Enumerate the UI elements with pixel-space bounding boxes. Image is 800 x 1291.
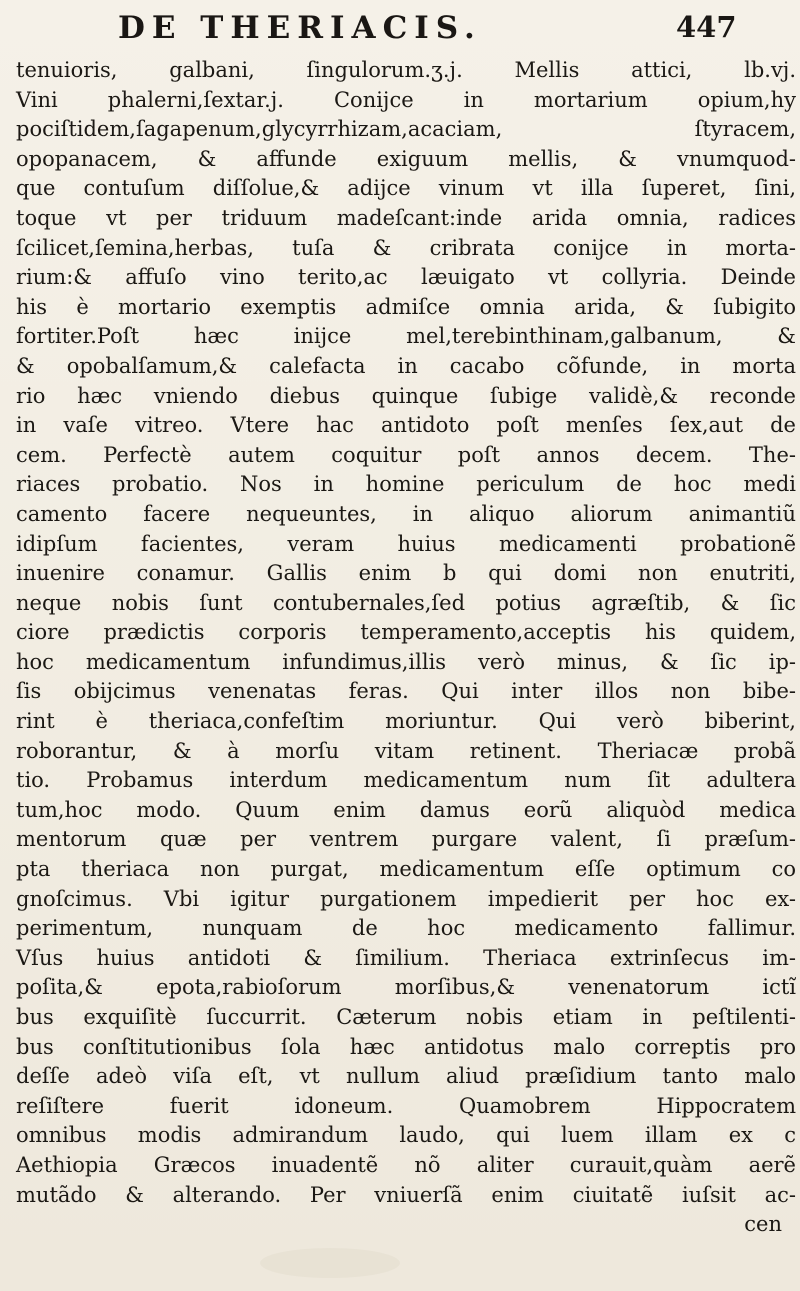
text-line: toque vt per triduum madeſcant:inde arida omnia, radices	[16, 205, 796, 230]
text-line: rio hæc vniendo diebus quinque ſubige validè,& reconde	[16, 383, 796, 408]
running-header	[0, 10, 800, 52]
text-line: opopanacem, & affunde exiguum mellis, & vnumquod-	[16, 146, 796, 171]
text-line: his è mortario exemptis admiſce omnia arida, & ſubigito	[16, 294, 796, 319]
text-line: poſita,& epota,rabioſorum morſibus,& venenatorum ictĩ	[16, 975, 796, 1000]
text-line: ſcilicet,ſemina,herbas, tuſa & cribrata conijce in morta-	[16, 235, 796, 260]
text-line: gnoſcimus. Vbi igitur purgationem impedierit per hoc ex-	[16, 886, 796, 911]
text-line: riaces probatio. Nos in homine periculum de hoc medi	[16, 472, 796, 497]
paper-stain	[260, 1248, 400, 1278]
text-line: neque nobis ſunt contubernales,ſed potius agræſtib, & ſic	[16, 590, 796, 615]
text-line: Aethiopia Græcos inuadentẽ nõ aliter curauit,quàm aerẽ	[16, 1152, 796, 1177]
text-line: Vſus huius antidoti & ſimilium. Theriaca extrinſecus im-	[16, 945, 796, 970]
text-line: mentorum quæ per ventrem purgare valent, ſi præſum-	[16, 827, 796, 852]
text-line: omnibus modis admirandum laudo, qui luem illam ex c	[16, 1123, 796, 1148]
text-line: inuenire conamur. Gallis enim b qui domi non enutriti,	[16, 561, 796, 586]
text-line: pociſtidem,ſagapenum,glycyrrhizam,acaciam, ſtyracem,	[16, 117, 796, 142]
text-line: mutãdo & alterando. Per vniuerſã enim ciuitatẽ iuſsit ac-	[16, 1182, 796, 1207]
text-line: Vini phalerni,ſextar.j. Conijce in mortarium opium,hy	[16, 87, 796, 112]
text-line: cem. Perfectè autem coquitur poſt annos decem. The-	[16, 442, 796, 467]
text-line: tenuioris, galbani, ſingulorum.ʒ.j. Mellis attici, lb.vj.	[16, 58, 796, 82]
text-line: rium:& affuſo vino terito,ac læuigato vt collyria. Deinde	[16, 265, 796, 290]
text-line: bus exquiſitè ſuccurrit. Cæterum nobis etiam in peſtilenti-	[16, 1005, 796, 1029]
page-number: 447	[676, 10, 737, 44]
text-line: camento facere nequeuntes, in aliquo aliorum animantiũ	[16, 501, 796, 526]
text-line: deſſe adeò viſa eſt, vt nullum aliud præſidium tanto malo	[16, 1064, 796, 1089]
text-line: & opobalſamum,& calefacta in cacabo cõfunde, in morta	[16, 353, 796, 378]
text-line: hoc medicamentum infundimus,illis verò minus, & ſic ip-	[16, 649, 796, 674]
text-line: perimentum, nunquam de hoc medicamento fallimur.	[16, 916, 796, 941]
running-title: DE THERIACIS.	[118, 10, 482, 46]
text-line: pta theriaca non purgat, medicamentum eſſe optimum co	[16, 857, 796, 882]
text-line: bus conſtitutionibus ſola hæc antidotus malo correptis pro	[16, 1034, 796, 1059]
catchword: cen	[744, 1212, 782, 1237]
body-text	[16, 56, 796, 1240]
text-line: tio. Probamus interdum medicamentum num ſit adultera	[16, 768, 796, 793]
text-line: rint è theriaca,confeſtim moriuntur. Qui verò biberint,	[16, 709, 796, 734]
text-line: fortiter.Poſt hæc inijce mel,terebinthinam,galbanum, &	[16, 324, 796, 349]
text-line: roborantur, & à morſu vitam retinent. Theriacæ probã	[16, 738, 796, 763]
text-line: idipſum facientes, veram huius medicamenti probationẽ	[16, 531, 796, 556]
text-line: tum,hoc modo. Quum enim damus eorũ aliquòd medica	[16, 797, 796, 822]
text-line: que contuſum diſſolue,& adijce vinum vt illa ſuperet, ſini,	[16, 176, 796, 201]
text-line: reſiſtere fuerit idoneum. Quamobrem Hippocratem	[16, 1093, 796, 1118]
text-line: in vaſe vitreo. Vtere hac antidoto poſt menſes ſex,aut de	[16, 413, 796, 438]
text-line: ſis obijcimus venenatas feras. Qui inter illos non bibe-	[16, 679, 796, 704]
text-line: ciore prædictis corporis temperamento,acceptis his quidem,	[16, 620, 796, 645]
